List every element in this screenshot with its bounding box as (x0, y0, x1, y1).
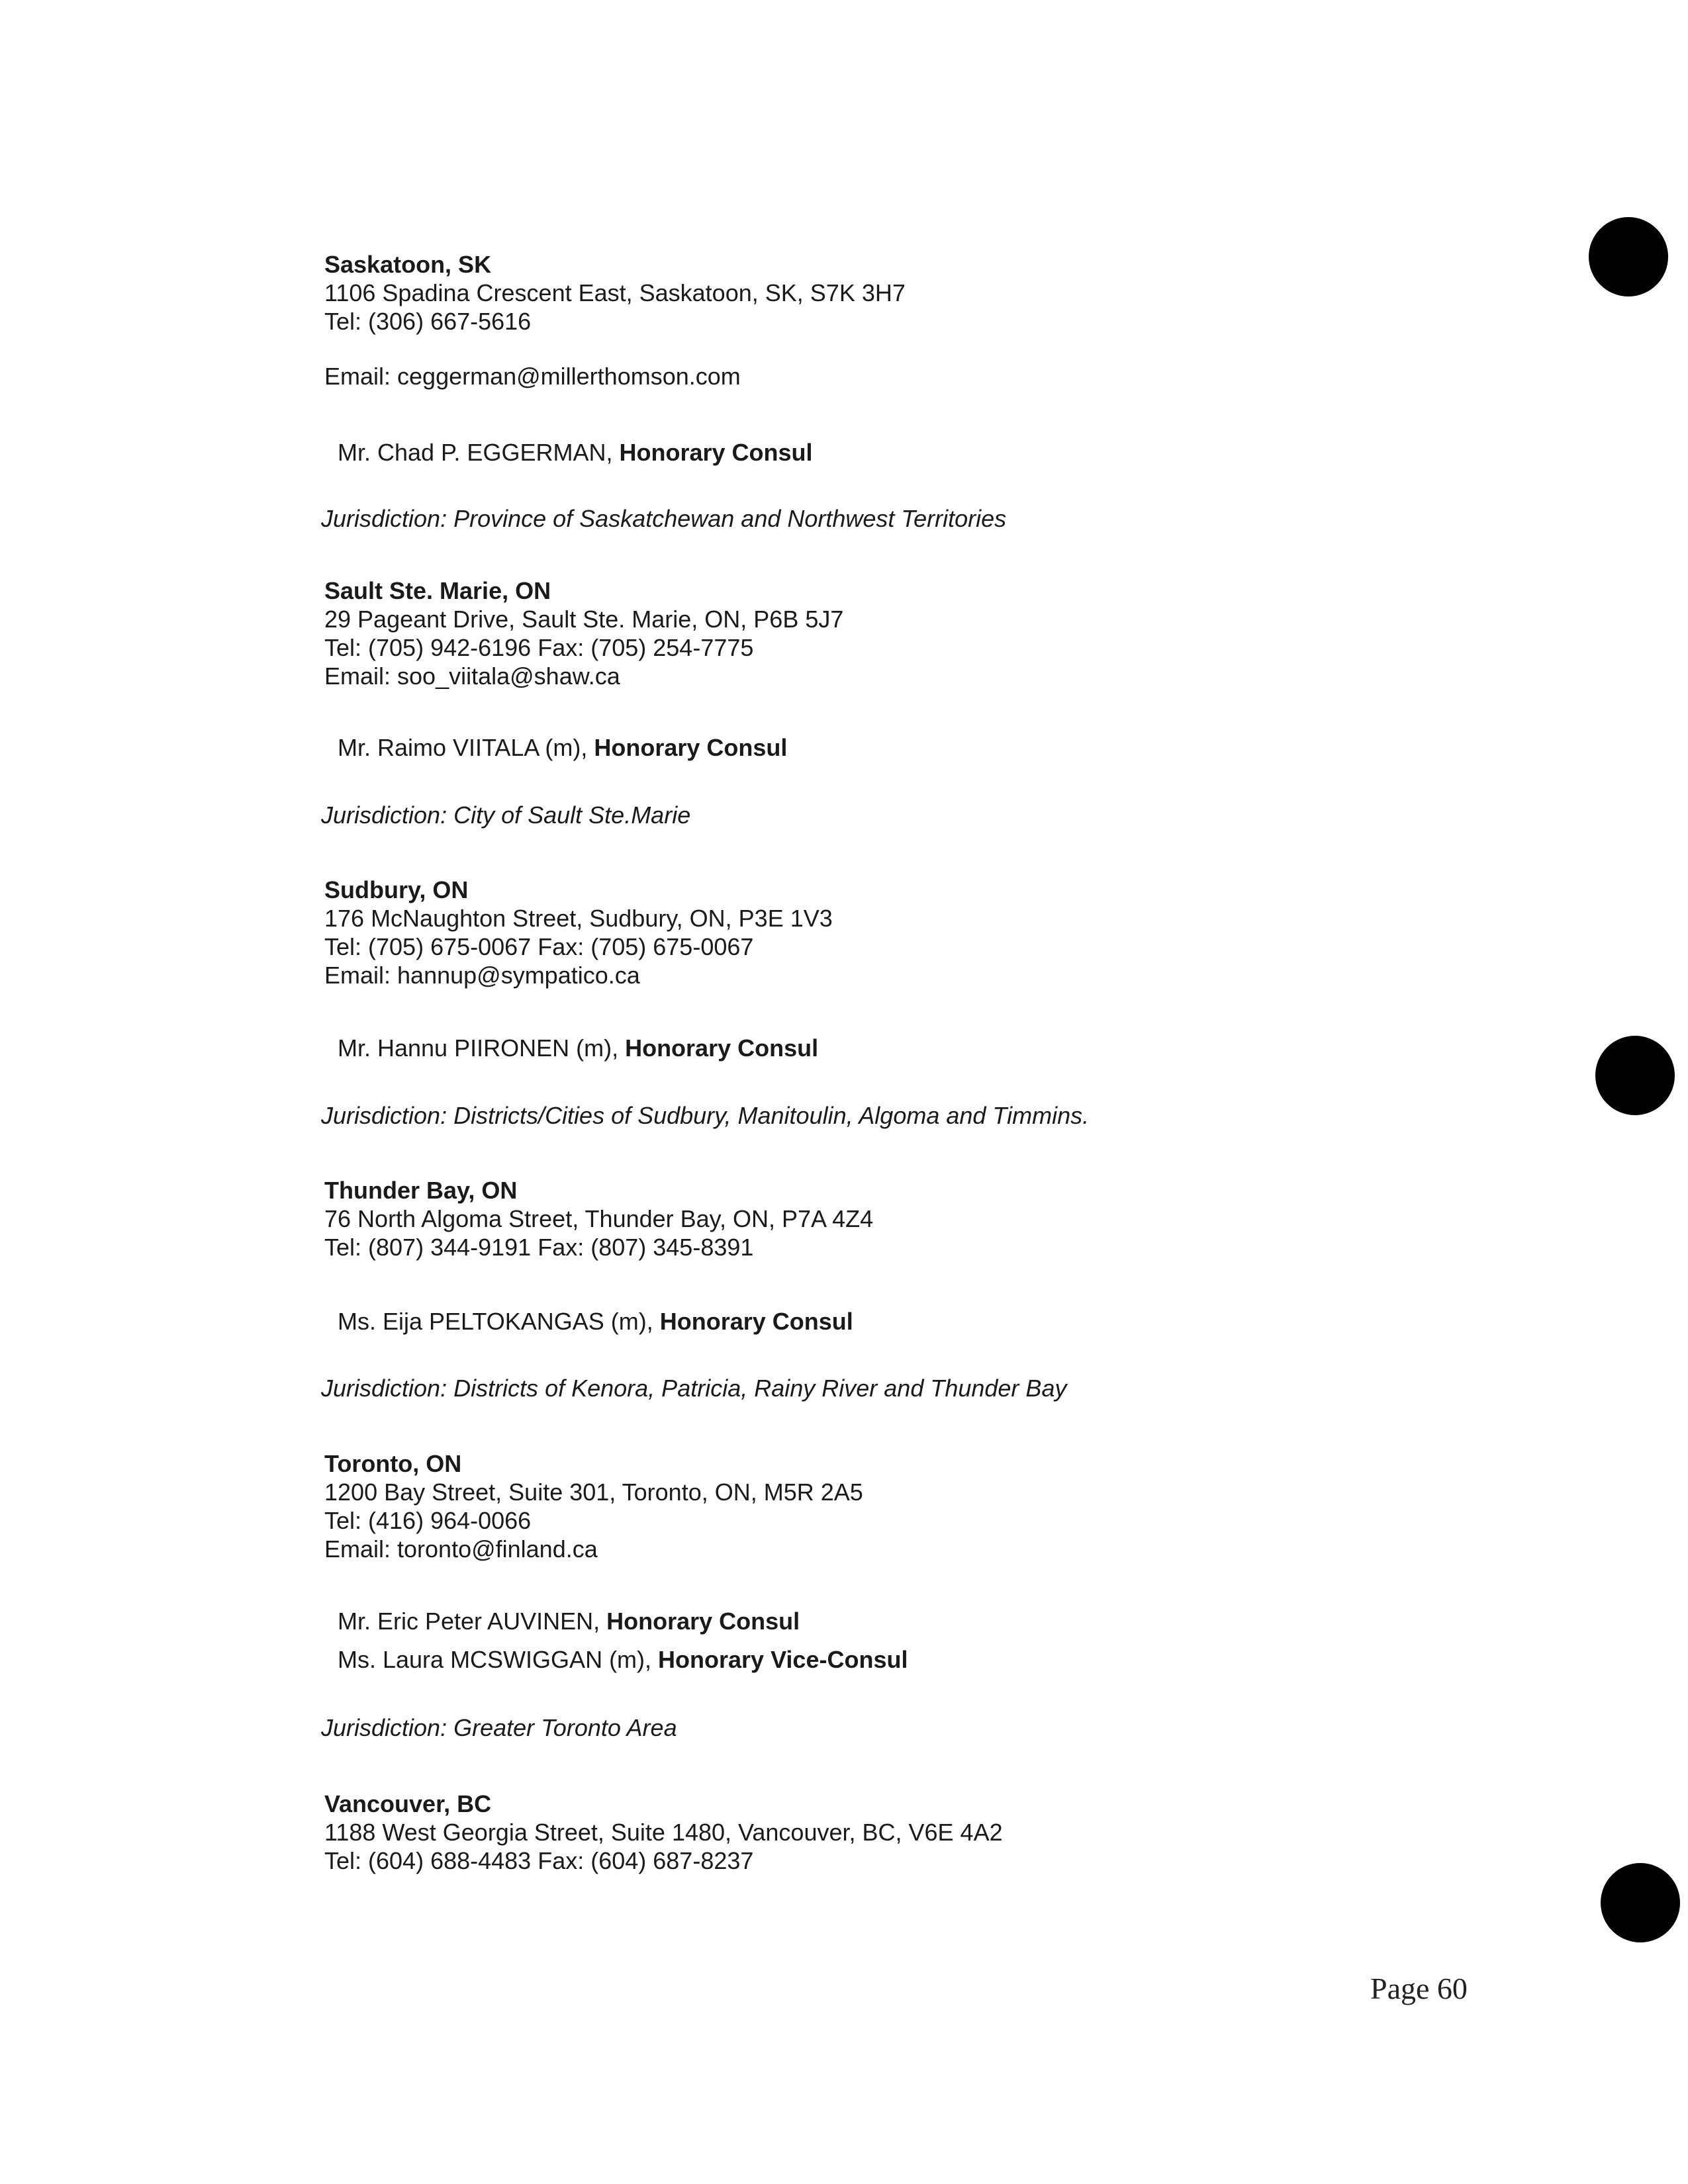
punch-hole-top (1589, 217, 1668, 296)
jurisdiction: Jurisdiction: Districts/Cities of Sudbury, Manitoulin, Algoma and Timmins. (321, 1102, 1090, 1129)
punch-hole-bottom (1601, 1863, 1680, 1942)
address: 29 Pageant Drive, Sault Ste. Marie, ON, P6B 5J7 (324, 606, 844, 633)
person-line (338, 438, 813, 467)
email: Email: soo_viitala@shaw.ca (324, 662, 620, 690)
person-role: Honorary Consul (619, 439, 813, 466)
phone: Tel: (705) 675-0067 Fax: (705) 675-0067 (324, 933, 754, 960)
person-role: Honorary Consul (594, 734, 788, 761)
address: 1200 Bay Street, Suite 301, Toronto, ON, M5R 2A5 (324, 1479, 863, 1506)
phone: Tel: (306) 667-5616 (324, 308, 532, 335)
address: 1188 West Georgia Street, Suite 1480, Vancouver, BC, V6E 4A2 (324, 1819, 1003, 1846)
email: Email: ceggerman@millerthomson.com (324, 363, 741, 390)
phone: Tel: (807) 344-9191 Fax: (807) 345-8391 (324, 1234, 754, 1261)
jurisdiction: Jurisdiction: Greater Toronto Area (321, 1714, 677, 1741)
person-name: Mr. Chad P. EGGERMAN, (338, 439, 620, 466)
address: 176 McNaughton Street, Sudbury, ON, P3E 1V3 (324, 905, 833, 932)
city-heading: Sudbury, ON (324, 876, 469, 903)
person-name: Ms. Laura MCSWIGGAN (m), (338, 1646, 659, 1673)
phone: Tel: (705) 942-6196 Fax: (705) 254-7775 (324, 634, 754, 661)
email: Email: hannup@sympatico.ca (324, 962, 640, 989)
address: 1106 Spadina Crescent East, Saskatoon, SK, S7K 3H7 (324, 279, 906, 306)
city-heading: Toronto, ON (324, 1450, 462, 1477)
person-name: Mr. Eric Peter AUVINEN, (338, 1608, 607, 1635)
city-heading: Saskatoon, SK (324, 251, 492, 278)
person-name: Ms. Eija PELTOKANGAS (m), (338, 1308, 660, 1335)
jurisdiction: Jurisdiction: City of Sault Ste.Marie (321, 801, 691, 829)
punch-hole-middle (1595, 1036, 1675, 1115)
person-role: Honorary Consul (659, 1308, 853, 1335)
entry-sudbury (324, 876, 1516, 989)
entry-thunder-bay (324, 1176, 1516, 1261)
person-line (338, 1034, 818, 1062)
address: 76 North Algoma Street, Thunder Bay, ON, P7A 4Z4 (324, 1205, 874, 1232)
entry-vancouver (324, 1790, 1516, 1875)
phone: Tel: (604) 688-4483 Fax: (604) 687-8237 (324, 1847, 754, 1874)
person-line (338, 1307, 853, 1336)
jurisdiction: Jurisdiction: Province of Saskatchewan and Northwest Territories (321, 505, 1007, 532)
email: Email: toronto@finland.ca (324, 1535, 598, 1563)
person-role: Honorary Vice-Consul (658, 1646, 908, 1673)
city-heading: Sault Ste. Marie, ON (324, 577, 551, 604)
entry-sault-ste-marie (324, 576, 1516, 690)
person-role: Honorary Consul (625, 1034, 819, 1062)
city-heading: Thunder Bay, ON (324, 1177, 518, 1204)
person-name: Mr. Raimo VIITALA (m), (338, 734, 594, 761)
person-name: Mr. Hannu PIIRONEN (m), (338, 1034, 626, 1062)
page-number: Page 60 (1370, 1972, 1468, 2005)
phone: Tel: (416) 964-0066 (324, 1507, 532, 1534)
entry-toronto (324, 1449, 1516, 1563)
person-line (338, 733, 787, 762)
jurisdiction: Jurisdiction: Districts of Kenora, Patricia, Rainy River and Thunder Bay (321, 1375, 1067, 1402)
person-line (338, 1607, 800, 1635)
city-heading: Vancouver, BC (324, 1790, 492, 1817)
entry-saskatoon (324, 250, 1516, 390)
person-role: Honorary Consul (606, 1608, 800, 1635)
person-line (338, 1645, 908, 1674)
